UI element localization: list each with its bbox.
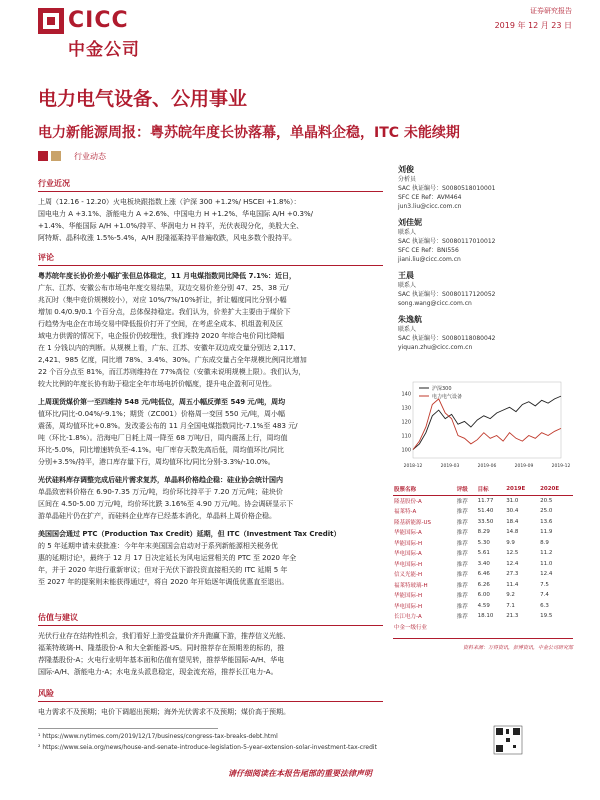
table-row — [393, 559, 573, 570]
table-source: 资料来源：万得资讯，彭博资讯，中金公司研究部 — [462, 645, 573, 651]
analyst-sac: SAC 执证编号：S0080117010012 — [398, 238, 496, 245]
table-cell: 推荐 — [456, 519, 468, 526]
x-tick-label: 2019-03 — [440, 464, 460, 469]
text-line: 22 个百分点至 81%，而江苏则维持在 77%高位（安徽未说明规模上限）。我们认为， — [38, 368, 306, 376]
text-line: 值环比/同比-0.04%/-9.1%；期货（ZC001）价格周一变回 550 元/吨，周小幅 — [38, 410, 286, 418]
table-cell: 推荐 — [456, 593, 468, 600]
y-tick-label: 120 — [401, 419, 411, 426]
text-line: 单晶致密料价格在 6.90-7.35 万元/吨，均价环比持平于 7.20 万元/吨；硅块价 — [38, 488, 283, 496]
table-cell: 推荐 — [456, 572, 468, 579]
analyst-name: 王晨 — [398, 271, 414, 280]
section-recent — [38, 178, 383, 244]
text-line: 的 5 年延期申请未获批准：今年年末美国国会启动对于系列新能源相关税务优 — [38, 542, 278, 550]
series-line-1 — [413, 399, 561, 450]
table-cell: 华能国际-A — [394, 530, 422, 537]
table-cell: 12.5 — [506, 550, 519, 557]
table-header-cell: 股票名称 — [393, 484, 456, 495]
text-line: 广东、江苏、安徽公布市场电年度交易结果，双边交易价差分别 47、25、38 元/ — [38, 284, 289, 292]
text-line: 行趋势为电企在市场交易中降低报价打开了空间，在考虑全成本、机组盈利及区 — [38, 320, 283, 328]
table-cell: 7.1 — [506, 602, 515, 609]
footnote-link[interactable]: https://www.seia.org/news/house-and-senate-introduce-legislation-5-year-extension-solar-investment-tax-credit — [42, 744, 377, 751]
legal-notice: 请仔细阅读在本报告尾部的重要法律声明 — [228, 769, 372, 778]
table-cell: 推荐 — [456, 509, 468, 516]
table-cell: 华电国际-H — [394, 561, 423, 568]
text-line: 上周现货煤价第一至四维持 548 元/吨低位，周五小幅反弹至 549 元/吨，周均 — [38, 398, 286, 406]
analyst-card — [398, 164, 568, 211]
table-cell: 9.2 — [506, 592, 515, 599]
analyst-name: 刘俊 — [398, 165, 414, 174]
section-heading: 风险 — [38, 689, 54, 698]
table-cell: 7.5 — [540, 581, 549, 588]
table-cell: 11.77 — [477, 497, 494, 504]
table-cell: 8.29 — [477, 529, 490, 536]
text-line: 阿特斯、晶科收涨 1.5%-5.4%，A/H 股隆福莱持平普遍收跌，风电多数个股持平。 — [38, 234, 296, 242]
x-tick-label: 2018-12 — [403, 464, 423, 469]
table-row — [393, 495, 573, 506]
table-row — [393, 517, 573, 528]
table-cell: 11.0 — [540, 560, 553, 567]
table-header-cell: 评级 — [456, 484, 477, 495]
table-cell: 长江电力-A — [394, 614, 422, 621]
table-cell: 19.5 — [540, 613, 553, 620]
x-tick-label: 2019-06 — [477, 464, 497, 469]
table-cell: 33.50 — [477, 518, 494, 525]
y-tick-label: 100 — [401, 447, 411, 454]
tag-marker-gold — [51, 151, 61, 161]
text-line: 惠的延期讨论¹，最终于 12 月 17 日决定延长为风电运营相关的 PTC 至 2020 年全 — [38, 554, 297, 562]
risk-text: 电力需求不及预期；电价下调超出预期；海外光伏需求不及预期；煤价高于预期。 — [38, 708, 290, 716]
text-line: 环比-5.0%，同比增速转负至-4.1%。电厂库存天数先高后低，周均值环比/同比 — [38, 446, 284, 454]
table-cell: 华能国际-H — [394, 540, 423, 547]
analyst-name: 刘佳妮 — [398, 218, 422, 227]
table-cell: 11.4 — [506, 581, 519, 588]
legend-label-0: 沪深300 — [432, 386, 452, 392]
table-cell: 华能国际-H — [394, 593, 423, 600]
table-cell: 20.5 — [540, 497, 553, 504]
divider — [38, 701, 383, 702]
table-cell: 中金一级行业 — [394, 624, 428, 631]
table-cell: 福莱特玻璃-H — [394, 582, 428, 589]
table-cell — [539, 622, 573, 633]
performance-chart — [395, 376, 571, 472]
table-cell: 6.26 — [477, 581, 490, 588]
text-line: 光伏硅料库存调整完成后硅片需求复苏，单晶料价格趋企稳：硅业协会统计国内 — [38, 476, 283, 484]
text-line: 国际-A/H、浙能电力-A；水电龙头派息稳定，现金流充裕，推荐长江电力-A。 — [38, 668, 278, 676]
analyst-sfc: SFC CE Ref：AVM464 — [398, 194, 462, 201]
text-line: 国电电力 A +3.1%、浙能电力 A +2.6%、中国电力 H +1.2%、华电国际 A/H +0.3%/ — [38, 210, 314, 218]
table-row — [393, 580, 573, 591]
table-cell: 25.0 — [540, 508, 553, 515]
table-cell: 31.0 — [506, 497, 519, 504]
text-line: 2,421、985 亿度，同比增 78%、3.4%、30%。广东成交量占全年规模比例同比增加 — [38, 356, 307, 364]
table-cell: 12.4 — [540, 571, 553, 578]
x-tick-label: 2019-09 — [514, 464, 534, 469]
analyst-sac: SAC 执证编号：S0080118080042 — [398, 335, 496, 342]
analyst-card — [398, 217, 568, 264]
footnote-2[interactable]: ² https://www.seia.org/news/house-and-senate-introduce-legislation-5-year-extension-solar-investment-tax-credit — [38, 744, 377, 751]
table-cell: 4.59 — [477, 602, 490, 609]
text-line: 光伏行业存在结构性机会，我们看好上游受益量价齐升跑赢下游，推荐信义光能、 — [38, 632, 290, 640]
table-cell: 27.3 — [506, 571, 519, 578]
legend-label-1: 电力电气设备 — [432, 394, 463, 400]
table-cell: 12.4 — [506, 560, 519, 567]
table-cell: 7.4 — [540, 592, 549, 599]
text-line: 区间在 4.50-5.00 万元/吨，均价环比跌 3.16%至 4.90 万元/吨。协会调研显示下 — [38, 500, 294, 508]
table-cell: 6.3 — [540, 602, 549, 609]
table-row — [393, 622, 573, 633]
table-cell: 8.9 — [540, 539, 549, 546]
text-line: 震荡，周均值环比+0.8%。发改委公布的 11 月全国电煤指数同比-7.1%至 483 元/ — [38, 422, 298, 430]
divider — [38, 265, 383, 266]
table-cell: 9.9 — [506, 539, 515, 546]
table-cell: 5.61 — [477, 550, 490, 557]
table-cell: 推荐 — [456, 530, 468, 537]
x-tick-label: 2019-12 — [551, 464, 571, 469]
text-line: 游单晶硅片仍在扩产，而硅料企业库存已经基本消化，单晶料上周价格企稳。 — [38, 512, 276, 520]
series-line-0 — [413, 396, 561, 450]
analyst-card — [398, 314, 568, 352]
text-line: 福莱特玻璃-H、隆基股份-A 和大全新能源-US。同时推荐存在预期差的标的，推 — [38, 644, 285, 652]
table-header-cell: 2020E — [539, 484, 573, 495]
section-comment — [38, 252, 383, 588]
section-heading: 估值与建议 — [38, 613, 78, 622]
y-tick-label: 130 — [401, 405, 411, 412]
table-cell: 3.40 — [477, 560, 490, 567]
text-line: 分别+3.5%/持平，港口库存量下行，周均值环比/同比分别-3.3%/-10.0%。 — [38, 458, 275, 466]
table-cell: 福莱特-A — [394, 509, 417, 516]
table-cell: 华电国际-A — [394, 551, 422, 558]
table-cell: 5.30 — [477, 539, 490, 546]
page-title: 电力电气设备、公用事业 — [38, 88, 248, 110]
report-date: 2019 年 12 月 23 日 — [494, 21, 572, 30]
table-header-cell: 目标 — [477, 484, 506, 495]
table-cell — [505, 622, 539, 633]
section-heading: 评论 — [38, 253, 54, 262]
tag-marker — [38, 151, 48, 161]
analyst-sac: SAC 执证编号：S0080117120052 — [398, 291, 496, 298]
comment-p3 — [38, 474, 378, 522]
cicc-logo-icon — [38, 8, 64, 34]
analyst-role: 联系人 — [398, 282, 417, 289]
table-cell: 推荐 — [456, 498, 468, 505]
brand-en: CICC — [68, 8, 129, 33]
table-cell: 11.2 — [540, 550, 553, 557]
table-cell: 18.10 — [477, 613, 494, 620]
brand-cn: 中金公司 — [68, 40, 140, 60]
text-line: 上周（12.16 - 12.20）火电板块跟指数上涨（沪深 300 +1.2%/ HSCEI +1.8%）： — [38, 198, 301, 206]
table-cell: 推荐 — [456, 551, 468, 558]
table-row — [393, 506, 573, 517]
table-cell: 51.40 — [477, 508, 494, 515]
text-line: 域电力供需的情况下，电企报价仍较理性，我们维持 2020 年综合电价同比降幅 — [38, 332, 285, 340]
table-row — [393, 611, 573, 622]
table-cell: 21.3 — [506, 613, 519, 620]
table-header-cell: 2019E — [505, 484, 539, 495]
analyst-email[interactable]: jun3.liu@cicc.com.cn — [398, 203, 462, 210]
table-cell: 推荐 — [456, 582, 468, 589]
text-line: 荐隆基股份-A；火电行业明年基本面和估值有望见转，推荐华能国际-A/H、华电 — [38, 656, 285, 664]
comment-p4 — [38, 528, 378, 588]
footnote-link[interactable]: https://www.nytimes.com/2019/12/17/business/congress-tax-breaks-debt.html — [42, 733, 278, 740]
valuation-text — [38, 630, 378, 678]
table-cell: 隆基新能源-US — [394, 519, 432, 526]
table-cell: 11.9 — [540, 529, 553, 536]
text-line: 粤苏皖年度长协价差小幅扩张但总体稳定，11 月电煤指数同比降低 7.1%：近日， — [38, 272, 297, 280]
table-cell: 14.8 — [506, 529, 519, 536]
stock-rating-table — [393, 484, 573, 632]
analyst-sac: SAC 执证编号：S0080518010001 — [398, 185, 496, 192]
table-cell: 18.4 — [506, 518, 519, 525]
analyst-email[interactable]: song.wang@cicc.com.cn — [398, 300, 472, 307]
table-row — [393, 527, 573, 538]
analyst-role: 分析员 — [398, 176, 417, 183]
analyst-list — [398, 164, 568, 352]
table-divider — [393, 638, 573, 639]
table-cell: 隆基股份-A — [394, 498, 422, 505]
footnote-1[interactable]: ¹ https://www.nytimes.com/2019/12/17/business/congress-tax-breaks-debt.html — [38, 733, 278, 740]
analyst-role: 联系人 — [398, 229, 417, 236]
text-line: 美国国会通过 PTC（Production Tax Credit）延期，但 ITC（Investment Tax Credit） — [38, 530, 341, 538]
page-subtitle: 电力新能源周报：粤苏皖年度长协落幕，单晶料企稳，ITC 未能续期 — [38, 125, 460, 141]
table-cell: 推荐 — [456, 603, 468, 610]
table-row — [393, 548, 573, 559]
y-tick-label: 140 — [401, 391, 411, 398]
analyst-email[interactable]: jiani.liu@cicc.com.cn — [398, 256, 461, 263]
section-valuation — [38, 612, 383, 678]
table-row — [393, 590, 573, 601]
report-type: 证券研究报告 — [530, 7, 572, 15]
y-tick-label: 110 — [401, 433, 411, 440]
table-cell: 华电国际-H — [394, 603, 423, 610]
text-line: 兆瓦时（集中竞价规模较小），对应 10%/7%/10%折让，折让幅度同比分别小幅 — [38, 296, 287, 304]
table-header-row — [393, 484, 573, 495]
table-cell — [456, 622, 477, 633]
table-row — [393, 538, 573, 549]
text-line: 年，并于 2020 年进行重新审议；但对于光伏下游投资直接相关的 ITC 延期 5 年 — [38, 566, 288, 574]
tag-label: 行业动态 — [74, 152, 106, 161]
analyst-name: 朱逸航 — [398, 315, 422, 324]
text-line: 在 1 分钱以内的判断。从规模上看，广东、江苏、安徽年双边成交量分别达 2,117、 — [38, 344, 301, 352]
table-cell: 6.46 — [477, 571, 490, 578]
table-cell: 13.6 — [540, 518, 553, 525]
section-risk — [38, 688, 383, 718]
table-cell: 信义光能-H — [394, 572, 423, 579]
analyst-sfc: SFC CE Ref：BNI556 — [398, 247, 459, 254]
text-line: 增加 0.4/0.9/0.1 个百分点，总体保持稳定。我们认为，价差扩大主要由于煤价下 — [38, 308, 291, 316]
text-line: 至 2027 年的提案则未能获得通过²，将自 2020 年开始逐年调低优惠直至退出。 — [38, 578, 289, 586]
text-line: 吨（环比-1.8%）。沿海电厂日耗上周一降至 68 万吨/日，周内震荡上行，周均值 — [38, 434, 288, 442]
table-cell: 推荐 — [456, 540, 468, 547]
recent-text — [38, 196, 378, 244]
text-line: 较大比例的年度长协有助于稳定全年市场电折价幅度，提升电企盈利可见性。 — [38, 380, 276, 388]
comment-p2 — [38, 396, 378, 468]
table-cell: 6.00 — [477, 592, 490, 599]
table-row — [393, 601, 573, 612]
qr-code-icon — [494, 726, 522, 754]
text-line: +1.4%、华能国际 A/H +1.0%/持平、华润电力 H 持平，光伏表现分化，美股大全、 — [38, 222, 304, 230]
analyst-card — [398, 270, 568, 308]
table-cell — [477, 622, 506, 633]
divider — [38, 625, 383, 626]
analyst-role: 联系人 — [398, 326, 417, 333]
table-row — [393, 569, 573, 580]
comment-p1 — [38, 270, 378, 390]
divider — [38, 191, 383, 192]
table-cell: 推荐 — [456, 614, 468, 621]
footnote-divider — [38, 728, 218, 729]
table-cell: 推荐 — [456, 561, 468, 568]
section-heading: 行业近况 — [38, 179, 70, 188]
table-cell: 30.4 — [506, 508, 519, 515]
analyst-email[interactable]: yiquan.zhu@cicc.com.cn — [398, 344, 473, 351]
